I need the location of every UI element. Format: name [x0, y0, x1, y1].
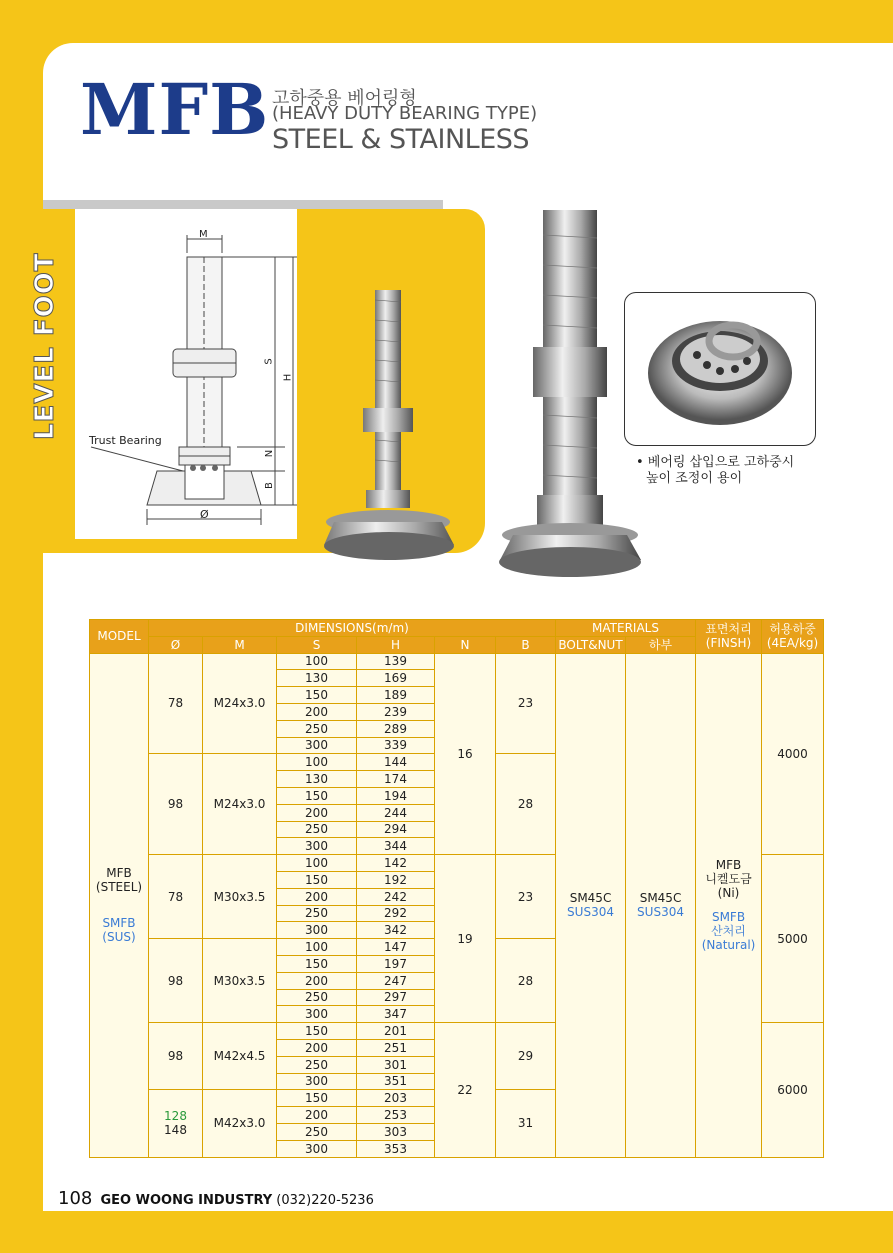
- h-cell: 303: [357, 1123, 435, 1140]
- s-cell: 300: [277, 1006, 357, 1023]
- h-cell: 251: [357, 1039, 435, 1056]
- h-cell: 301: [357, 1056, 435, 1073]
- load-header-unit: (4EA/kg): [766, 636, 819, 651]
- h-cell: 294: [357, 821, 435, 838]
- h-cell: 342: [357, 922, 435, 939]
- finish-header-ko: 표면처리: [705, 622, 752, 637]
- bearing-closeup-box: [624, 292, 816, 446]
- finish-steel-sub: (Ni): [717, 886, 740, 901]
- model-sus: SMFB: [102, 916, 136, 931]
- h-cell: 139: [357, 653, 435, 670]
- b-cell: 23: [496, 855, 556, 939]
- dia-cell: 78: [149, 653, 203, 754]
- dim-label-b: B: [263, 482, 275, 489]
- bolt-steel: SM45C: [569, 891, 612, 906]
- h-cell: 189: [357, 687, 435, 704]
- product-logo: MFB: [80, 68, 270, 151]
- technical-drawing: [75, 209, 297, 539]
- s-cell: 150: [277, 955, 357, 972]
- thread-cell: M42x3.0: [203, 1090, 277, 1157]
- dia-value-alt: 128: [164, 1109, 187, 1124]
- b-cell: 31: [496, 1090, 556, 1157]
- s-cell: 200: [277, 804, 357, 821]
- finish-cell: [696, 653, 762, 1157]
- product-photo-large: [495, 205, 645, 585]
- bolt-material-cell: [556, 653, 626, 1157]
- section-label: LEVEL FOOT: [30, 252, 60, 440]
- h-cell: 297: [357, 989, 435, 1006]
- h-cell: 292: [357, 905, 435, 922]
- table-row: [90, 653, 824, 670]
- load-cell: 6000: [762, 1023, 824, 1157]
- s-cell: 150: [277, 687, 357, 704]
- col-header-b: B: [496, 636, 556, 653]
- finish-sus: SMFB: [711, 910, 746, 925]
- s-cell: 200: [277, 703, 357, 720]
- dia-cell: 98: [149, 939, 203, 1023]
- spec-table-body: [90, 653, 824, 1157]
- h-cell: 347: [357, 1006, 435, 1023]
- feature-note: [636, 455, 794, 487]
- dia-value: 148: [164, 1123, 187, 1138]
- subtitle-material: STEEL & STAINLESS: [272, 124, 530, 155]
- n-cell: 16: [435, 653, 496, 855]
- company-name: GEO WOONG INDUSTRY: [100, 1193, 273, 1208]
- col-header-model: MODEL: [90, 620, 149, 654]
- s-cell: 300: [277, 1140, 357, 1157]
- s-cell: 200: [277, 1039, 357, 1056]
- bolt-sus: SUS304: [567, 905, 614, 920]
- col-header-dia: Ø: [149, 636, 203, 653]
- footer: [58, 1188, 374, 1209]
- h-cell: 242: [357, 888, 435, 905]
- note-line-1: • 베어링 삽입으로 고하중시: [636, 455, 795, 470]
- model-steel: MFB: [106, 866, 132, 881]
- bearing-closeup-photo: [625, 293, 815, 445]
- thread-cell: M42x4.5: [203, 1023, 277, 1090]
- s-cell: 150: [277, 871, 357, 888]
- n-cell: 19: [435, 855, 496, 1023]
- dim-label-h: H: [282, 373, 294, 382]
- dim-label-diameter: Ø: [200, 508, 209, 521]
- h-cell: 147: [357, 939, 435, 956]
- trust-bearing-label: Trust Bearing: [89, 434, 162, 447]
- s-cell: 200: [277, 972, 357, 989]
- load-cell: 4000: [762, 653, 824, 855]
- s-cell: 130: [277, 670, 357, 687]
- model-steel-sub: (STEEL): [95, 880, 143, 895]
- dim-label-n: N: [264, 449, 276, 458]
- s-cell: 100: [277, 939, 357, 956]
- h-cell: 344: [357, 838, 435, 855]
- col-header-load: [762, 620, 824, 654]
- h-cell: 244: [357, 804, 435, 821]
- h-cell: 339: [357, 737, 435, 754]
- model-sus-sub: (SUS): [102, 930, 136, 945]
- s-cell: 100: [277, 653, 357, 670]
- h-cell: 351: [357, 1073, 435, 1090]
- dia-cell: 78: [149, 855, 203, 939]
- base-steel: SM45C: [639, 891, 682, 906]
- subtitle-english: (HEAVY DUTY BEARING TYPE): [272, 103, 538, 124]
- s-cell: 300: [277, 838, 357, 855]
- b-cell: 28: [496, 754, 556, 855]
- divider-bar: [43, 200, 443, 209]
- s-cell: 300: [277, 922, 357, 939]
- dia-cell: 98: [149, 1023, 203, 1090]
- col-header-finish: [696, 620, 762, 654]
- s-cell: 250: [277, 720, 357, 737]
- col-header-h: H: [357, 636, 435, 653]
- col-header-s: S: [277, 636, 357, 653]
- thread-cell: M30x3.5: [203, 855, 277, 939]
- page-number: 108: [58, 1188, 93, 1209]
- thread-cell: M30x3.5: [203, 939, 277, 1023]
- dia-cell: 98: [149, 754, 203, 855]
- model-cell: [90, 653, 149, 1157]
- s-cell: 150: [277, 1023, 357, 1040]
- h-cell: 174: [357, 771, 435, 788]
- s-cell: 150: [277, 1090, 357, 1107]
- h-cell: 239: [357, 703, 435, 720]
- h-cell: 142: [357, 855, 435, 872]
- finish-sus-ko: 산처리: [711, 924, 746, 939]
- h-cell: 203: [357, 1090, 435, 1107]
- thread-cell: M24x3.0: [203, 653, 277, 754]
- load-cell: 5000: [762, 855, 824, 1023]
- dim-label-m: M: [199, 229, 208, 240]
- s-cell: 300: [277, 1073, 357, 1090]
- h-cell: 192: [357, 871, 435, 888]
- spec-table: [89, 619, 824, 1158]
- bottom-band: [0, 1211, 893, 1253]
- col-header-dimensions: DIMENSIONS(m/m): [149, 620, 556, 637]
- col-header-bolt: BOLT&NUT: [556, 636, 626, 653]
- finish-header-en: (FINSH): [705, 636, 752, 651]
- n-cell: 22: [435, 1023, 496, 1157]
- finish-steel-ko: 니켈도금: [705, 872, 752, 887]
- s-cell: 250: [277, 821, 357, 838]
- subtitle-korean: 고하중용 베어링형: [272, 88, 417, 109]
- h-cell: 169: [357, 670, 435, 687]
- h-cell: 201: [357, 1023, 435, 1040]
- s-cell: 100: [277, 754, 357, 771]
- s-cell: 250: [277, 989, 357, 1006]
- company-phone: (032)220-5236: [276, 1193, 374, 1208]
- note-line-2: 높이 조정이 용이: [646, 471, 743, 486]
- b-cell: 28: [496, 939, 556, 1023]
- s-cell: 100: [277, 855, 357, 872]
- s-cell: 200: [277, 1107, 357, 1124]
- h-cell: 197: [357, 955, 435, 972]
- col-header-materials: MATERIALS: [556, 620, 696, 637]
- s-cell: 250: [277, 905, 357, 922]
- col-header-base: 하부: [626, 636, 696, 653]
- h-cell: 194: [357, 787, 435, 804]
- dia-cell: [149, 1090, 203, 1157]
- s-cell: 200: [277, 888, 357, 905]
- h-cell: 247: [357, 972, 435, 989]
- b-cell: 23: [496, 653, 556, 754]
- h-cell: 353: [357, 1140, 435, 1157]
- b-cell: 29: [496, 1023, 556, 1090]
- finish-steel: MFB: [715, 858, 742, 873]
- h-cell: 289: [357, 720, 435, 737]
- s-cell: 250: [277, 1056, 357, 1073]
- base-sus: SUS304: [637, 905, 684, 920]
- col-header-m: M: [203, 636, 277, 653]
- s-cell: 130: [277, 771, 357, 788]
- h-cell: 253: [357, 1107, 435, 1124]
- load-header-ko: 허용하중: [769, 622, 816, 637]
- dim-label-s: S: [263, 358, 275, 365]
- product-photo-small: [318, 290, 458, 580]
- s-cell: 250: [277, 1123, 357, 1140]
- thread-cell: M24x3.0: [203, 754, 277, 855]
- s-cell: 300: [277, 737, 357, 754]
- finish-sus-sub: (Natural): [701, 938, 756, 953]
- s-cell: 150: [277, 787, 357, 804]
- col-header-n: N: [435, 636, 496, 653]
- h-cell: 144: [357, 754, 435, 771]
- base-material-cell: [626, 653, 696, 1157]
